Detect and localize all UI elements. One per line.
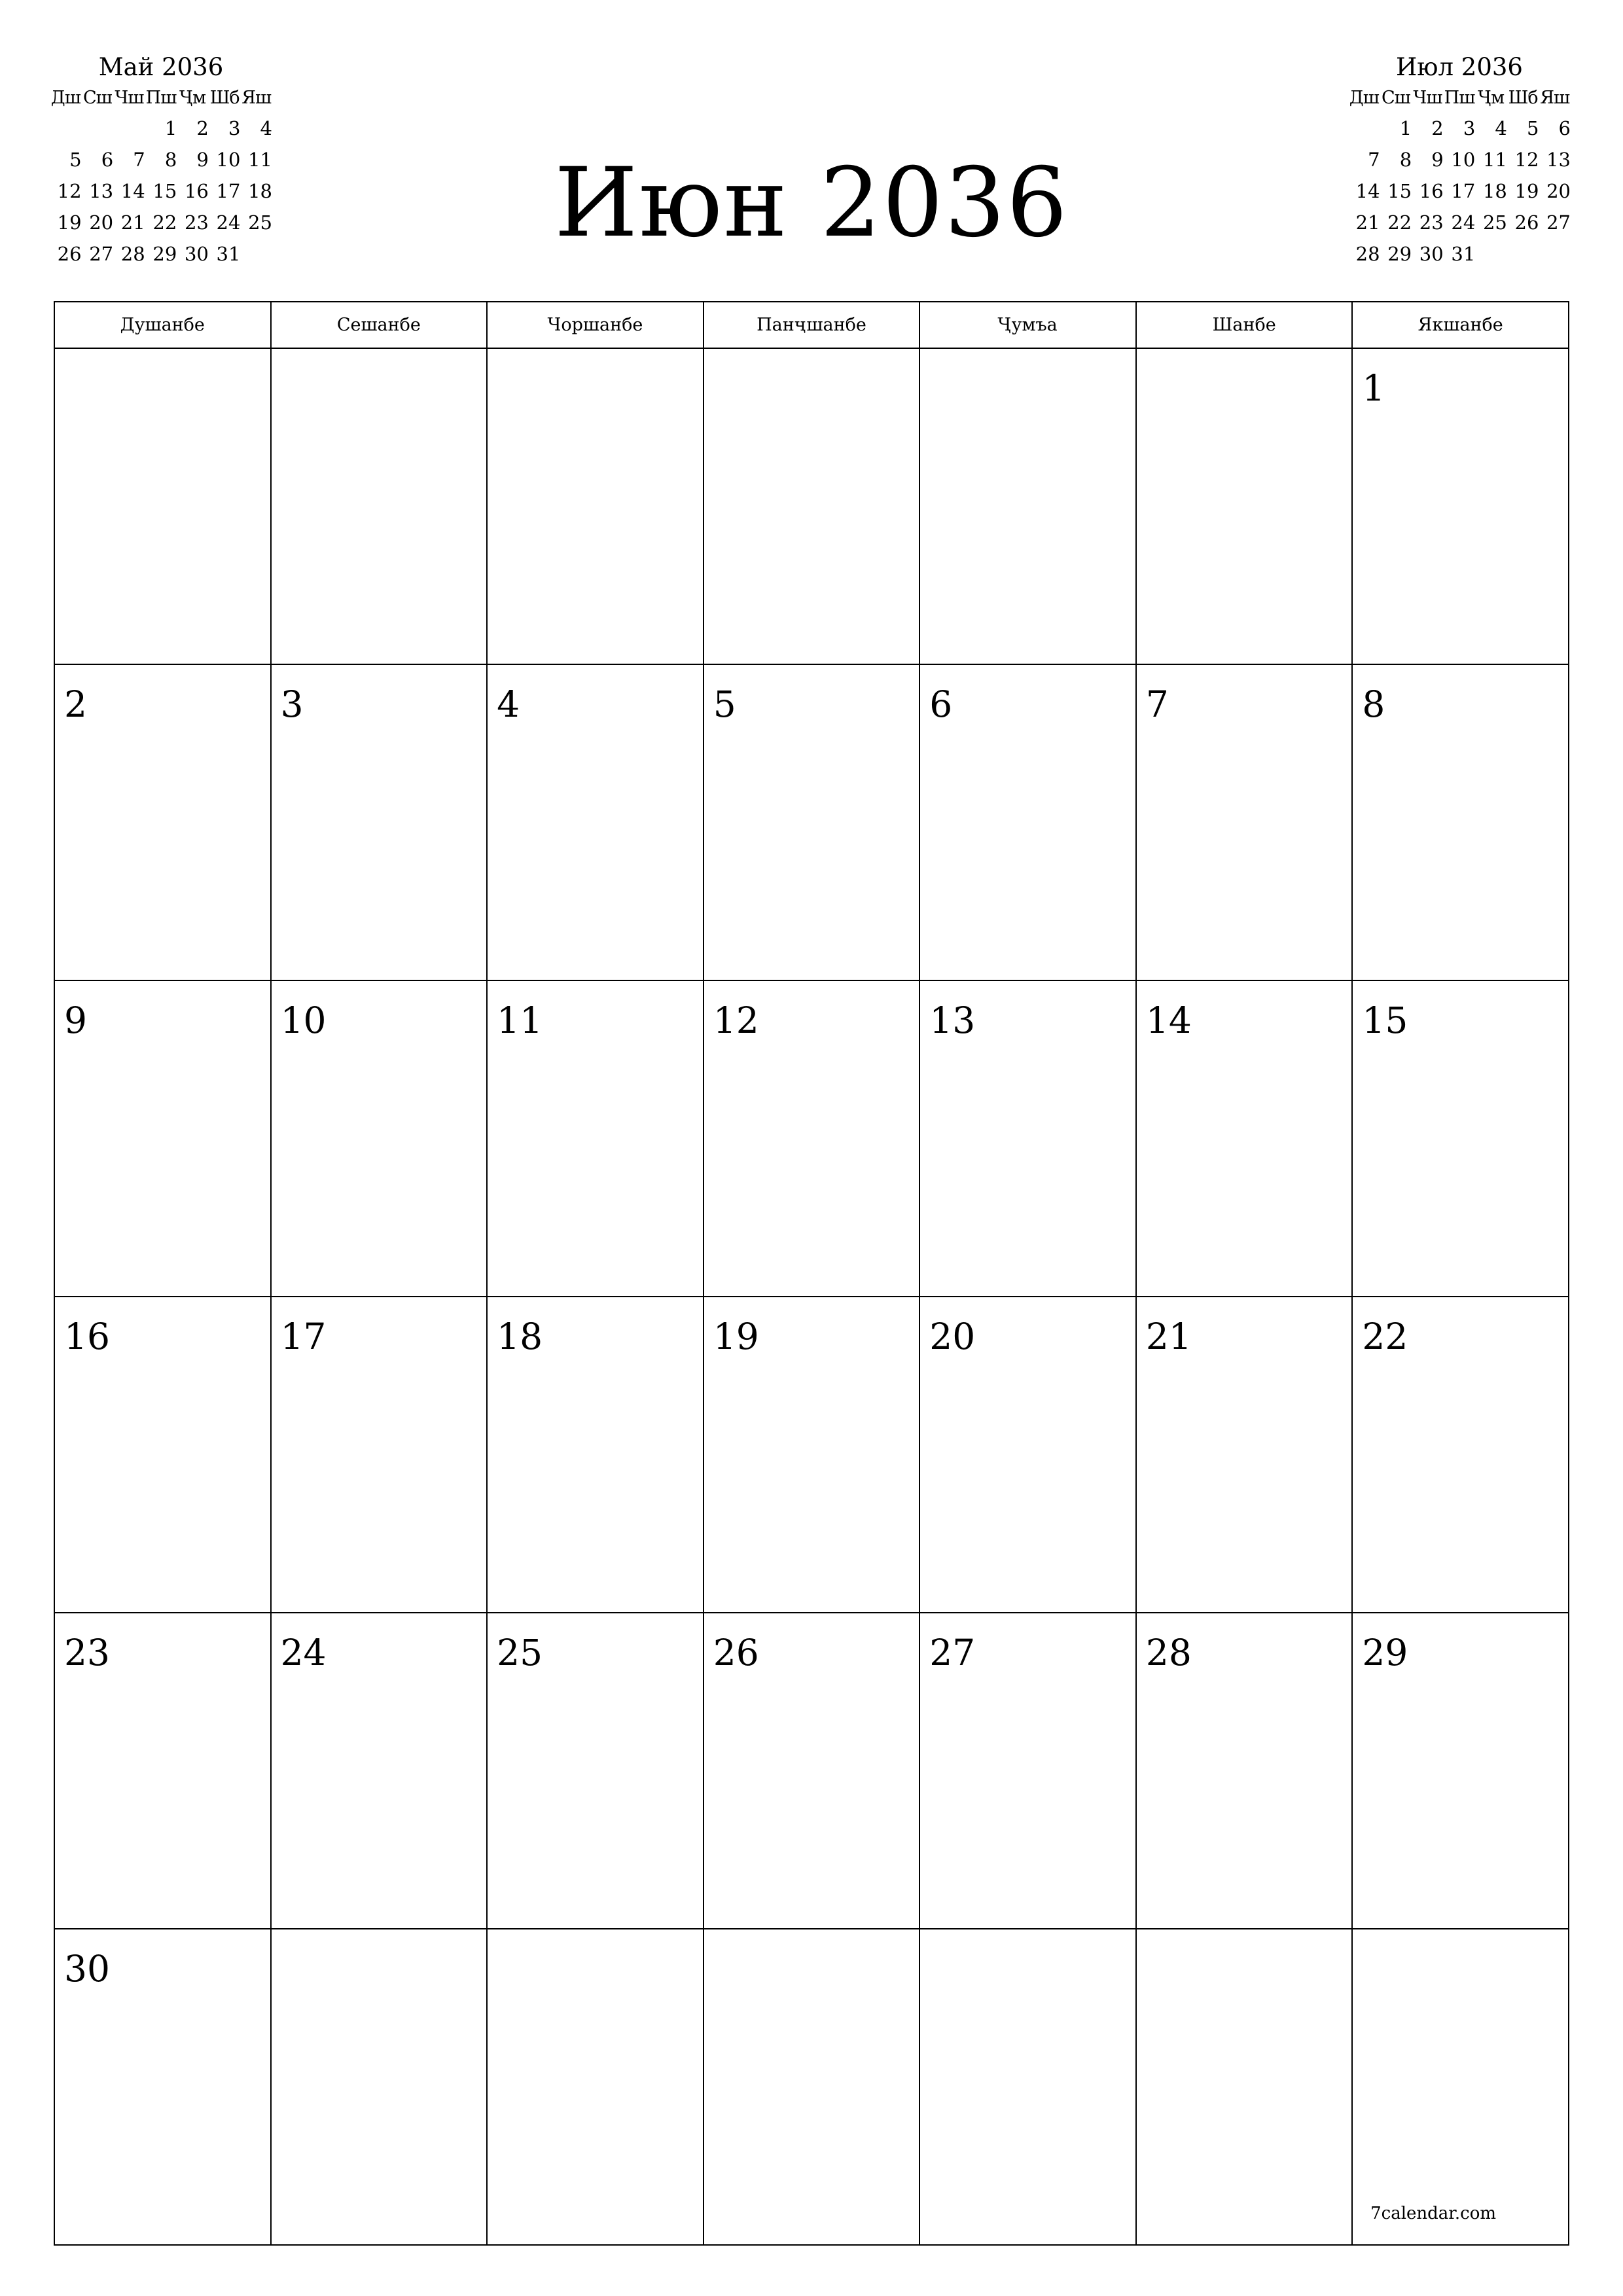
day-cell[interactable] — [1137, 665, 1353, 981]
mini-day-cell — [113, 113, 145, 144]
mini-day-cell: 1 — [1399, 117, 1412, 139]
mini-day-cell: 2 — [1431, 117, 1444, 139]
day-cell[interactable] — [704, 1613, 921, 1929]
mini-day-cell: 19 — [1514, 180, 1539, 202]
day-number: 17 — [280, 1316, 327, 1357]
day-cell[interactable] — [1353, 665, 1569, 981]
mini-weekday-header: Шб — [209, 88, 240, 108]
weekday-header: Душанбе — [55, 302, 272, 349]
mini-day-cell: 9 — [196, 149, 209, 171]
day-number: 8 — [1362, 683, 1385, 725]
day-number: 4 — [497, 683, 520, 725]
mini-day-cell: 21 — [120, 211, 145, 234]
mini-day-cell: 22 — [152, 211, 177, 234]
mini-day-cell: 13 — [89, 180, 114, 202]
mini-day-cell: 29 — [152, 243, 177, 265]
day-number: 25 — [497, 1632, 543, 1674]
day-cell[interactable] — [1137, 1297, 1353, 1613]
day-number: 20 — [929, 1316, 976, 1357]
mini-day-cell: 21 — [1355, 211, 1380, 234]
mini-day-cell: 18 — [248, 180, 272, 202]
mini-weekday-header: Ҷм — [179, 88, 206, 108]
weekday-header: Якшанбе — [1353, 302, 1569, 349]
day-cell[interactable] — [1353, 349, 1569, 665]
day-cell[interactable] — [55, 349, 272, 665]
day-number: 21 — [1145, 1316, 1192, 1357]
day-number: 22 — [1362, 1316, 1408, 1357]
day-number: 27 — [929, 1632, 976, 1674]
weekday-header: Шанбе — [1137, 302, 1353, 349]
mini-day-cell: 12 — [1514, 149, 1539, 171]
mini-day-cell: 24 — [1451, 211, 1476, 234]
mini-day-cell: 6 — [101, 149, 114, 171]
mini-day-cell: 17 — [216, 180, 241, 202]
mini-day-cell: 23 — [1419, 211, 1444, 234]
day-cell[interactable] — [1353, 1613, 1569, 1929]
mini-day-cell: 4 — [1495, 117, 1507, 139]
day-cell[interactable] — [488, 981, 704, 1297]
day-number: 30 — [64, 1948, 110, 1990]
mini-day-cell: 3 — [1463, 117, 1476, 139]
mini-day-cell: 14 — [120, 180, 145, 202]
day-cell[interactable] — [55, 665, 272, 981]
mini-day-cell: 28 — [120, 243, 145, 265]
day-number: 12 — [713, 999, 759, 1041]
mini-day-cell: 16 — [184, 180, 209, 202]
day-number: 9 — [64, 999, 87, 1041]
mini-day-cell: 16 — [1419, 180, 1444, 202]
mini-weekday-header: Чш — [1413, 88, 1442, 108]
mini-day-cell: 1 — [164, 117, 177, 139]
day-number: 3 — [280, 683, 304, 725]
weekday-header: Сешанбе — [272, 302, 488, 349]
mini-day-cell — [1507, 238, 1539, 270]
day-cell[interactable] — [1353, 1297, 1569, 1613]
day-cell[interactable] — [920, 981, 1137, 1297]
mini-day-cell: 23 — [184, 211, 209, 234]
mini-weekday-header: Сш — [82, 88, 112, 108]
next-month-grid — [1348, 84, 1571, 270]
mini-weekday-header: Сш — [1381, 88, 1410, 108]
day-number: 6 — [929, 683, 953, 725]
site-credit: 7calendar.com — [1370, 2204, 1496, 2223]
day-number: 14 — [1145, 999, 1192, 1041]
mini-day-cell: 9 — [1431, 149, 1444, 171]
mini-day-cell: 17 — [1451, 180, 1476, 202]
mini-day-cell: 7 — [1368, 149, 1380, 171]
day-number: 15 — [1362, 999, 1408, 1041]
mini-day-cell: 2 — [196, 117, 209, 139]
day-cell[interactable] — [704, 349, 921, 665]
day-number: 11 — [497, 999, 543, 1041]
mini-day-cell: 30 — [184, 243, 209, 265]
mini-day-cell: 3 — [228, 117, 241, 139]
mini-day-cell: 8 — [164, 149, 177, 171]
mini-day-cell: 7 — [133, 149, 145, 171]
mini-weekday-header: Чш — [115, 88, 144, 108]
day-cell[interactable] — [1137, 981, 1353, 1297]
day-number: 19 — [713, 1316, 759, 1357]
mini-weekday-header: Ҷм — [1478, 88, 1505, 108]
mini-day-cell: 26 — [1514, 211, 1539, 234]
page-title: Июн 2036 — [554, 147, 1069, 259]
day-cell[interactable] — [1353, 1929, 1569, 2246]
day-cell[interactable] — [488, 665, 704, 981]
day-number: 5 — [713, 683, 736, 725]
mini-day-cell: 30 — [1419, 243, 1444, 265]
day-cell[interactable] — [55, 1297, 272, 1613]
day-cell[interactable] — [488, 1297, 704, 1613]
mini-day-cell: 28 — [1355, 243, 1380, 265]
mini-day-cell — [1348, 113, 1380, 144]
day-cell[interactable] — [704, 1929, 921, 2246]
prev-month-title: Май 2036 — [98, 53, 224, 81]
weekday-header: Панҷшанбе — [704, 302, 921, 349]
mini-day-cell — [1475, 238, 1507, 270]
mini-day-cell: 31 — [1451, 243, 1476, 265]
mini-day-cell: 19 — [57, 211, 82, 234]
day-cell[interactable] — [272, 1929, 488, 2246]
mini-day-cell — [50, 113, 82, 144]
day-number: 28 — [1145, 1632, 1192, 1674]
mini-day-cell: 5 — [1526, 117, 1539, 139]
next-month-title: Июл 2036 — [1396, 53, 1523, 81]
mini-weekday-header: Шб — [1508, 88, 1538, 108]
mini-day-cell: 10 — [216, 149, 241, 171]
day-number: 7 — [1145, 683, 1169, 725]
day-cell[interactable] — [55, 981, 272, 1297]
mini-day-cell: 4 — [260, 117, 272, 139]
day-cell[interactable] — [920, 1297, 1137, 1613]
mini-day-cell: 22 — [1387, 211, 1412, 234]
mini-day-cell: 18 — [1482, 180, 1507, 202]
mini-day-cell: 31 — [216, 243, 241, 265]
mini-day-cell: 14 — [1355, 180, 1380, 202]
mini-day-cell: 10 — [1451, 149, 1476, 171]
day-cell[interactable] — [488, 1929, 704, 2246]
weekday-header: Чоршанбе — [488, 302, 704, 349]
day-number: 1 — [1362, 367, 1385, 409]
day-cell[interactable] — [55, 1613, 272, 1929]
day-cell[interactable] — [272, 1613, 488, 1929]
mini-day-cell: 20 — [1546, 180, 1571, 202]
day-number: 29 — [1362, 1632, 1408, 1674]
day-cell[interactable] — [920, 1613, 1137, 1929]
next-month-mini-calendar — [1348, 51, 1571, 270]
mini-day-cell: 25 — [1482, 211, 1507, 234]
day-cell[interactable] — [704, 665, 921, 981]
day-number: 2 — [64, 683, 87, 725]
mini-weekday-header: Яш — [241, 88, 272, 108]
day-cell[interactable] — [488, 349, 704, 665]
mini-day-cell: 11 — [248, 149, 272, 171]
day-number: 18 — [497, 1316, 543, 1357]
mini-day-cell: 6 — [1558, 117, 1571, 139]
mini-day-cell: 27 — [1546, 211, 1571, 234]
day-cell[interactable] — [1137, 349, 1353, 665]
day-cell[interactable] — [55, 1929, 272, 2246]
mini-weekday-header: Пш — [1444, 88, 1475, 108]
day-cell[interactable] — [272, 665, 488, 981]
mini-day-cell: 24 — [216, 211, 241, 234]
day-cell[interactable] — [920, 665, 1137, 981]
mini-day-cell: 5 — [69, 149, 82, 171]
mini-day-cell: 29 — [1387, 243, 1412, 265]
mini-day-cell: 26 — [57, 243, 82, 265]
day-cell[interactable] — [704, 981, 921, 1297]
mini-weekday-header: Дш — [1349, 88, 1379, 108]
mini-weekday-header: Яш — [1540, 88, 1570, 108]
mini-day-cell: 13 — [1546, 149, 1571, 171]
day-number: 26 — [713, 1632, 759, 1674]
day-number: 16 — [64, 1316, 110, 1357]
day-cell[interactable] — [920, 349, 1137, 665]
day-cell[interactable] — [272, 1297, 488, 1613]
day-cell[interactable] — [488, 1613, 704, 1929]
day-cell[interactable] — [272, 349, 488, 665]
day-number: 13 — [929, 999, 976, 1041]
mini-day-cell: 11 — [1482, 149, 1507, 171]
day-cell[interactable] — [704, 1297, 921, 1613]
mini-weekday-header: Дш — [50, 88, 80, 108]
mini-day-cell: 12 — [57, 180, 82, 202]
mini-day-cell — [82, 113, 114, 144]
day-cell[interactable] — [1353, 981, 1569, 1297]
day-number: 10 — [280, 999, 327, 1041]
mini-day-cell — [1539, 238, 1571, 270]
day-number: 24 — [280, 1632, 327, 1674]
mini-day-cell: 27 — [89, 243, 114, 265]
day-number: 23 — [64, 1632, 110, 1674]
mini-weekday-header: Пш — [145, 88, 177, 108]
day-cell[interactable] — [272, 981, 488, 1297]
day-cell[interactable] — [920, 1929, 1137, 2246]
month-grid — [54, 301, 1569, 2246]
day-cell[interactable] — [1137, 1929, 1353, 2246]
mini-day-cell: 25 — [248, 211, 272, 234]
mini-day-cell: 8 — [1399, 149, 1412, 171]
mini-day-cell: 15 — [152, 180, 177, 202]
mini-day-cell: 15 — [1387, 180, 1412, 202]
weekday-header: Ҷумъа — [920, 302, 1137, 349]
day-cell[interactable] — [1137, 1613, 1353, 1929]
mini-day-cell: 20 — [89, 211, 114, 234]
